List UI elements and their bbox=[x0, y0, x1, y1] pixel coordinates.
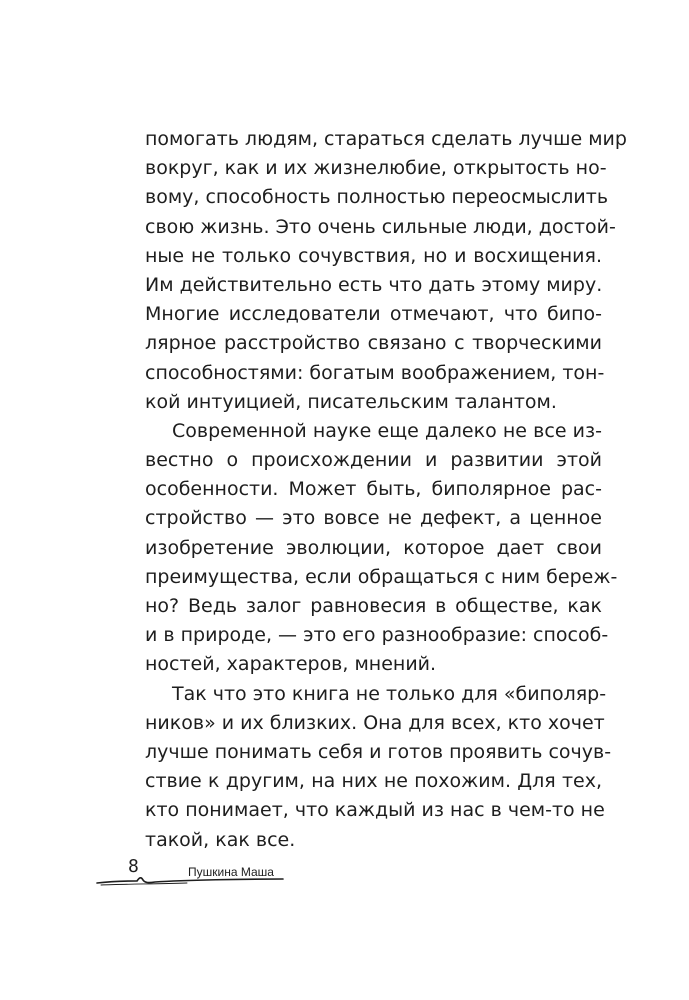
running-head: Пушкина Маша bbox=[188, 865, 274, 879]
text-line: и в природе, — это его разнообразие: способ- bbox=[145, 624, 609, 647]
text-line: вому, способность полностью переосмыслить bbox=[145, 186, 609, 209]
text-line: лярное расстройство связано с творческими bbox=[145, 332, 602, 355]
text-line: такой, как все. bbox=[145, 828, 296, 851]
paragraph-1 bbox=[145, 125, 627, 417]
text-line: Современной науке еще далеко не все из- bbox=[172, 419, 602, 442]
text-line: способностями: богатым воображением, тон- bbox=[145, 361, 605, 384]
text-line: особенности. Может быть, биполярное рас- bbox=[145, 478, 602, 501]
text-line: преимущества, если обращаться с ним береж- bbox=[145, 565, 618, 588]
text-line: изобретение эволюции, которое дает свои bbox=[145, 536, 602, 559]
text-line: лучше понимать себя и готов проявить сочув- bbox=[145, 740, 612, 763]
text-line: Так что это книга не только для «биполяр- bbox=[172, 682, 607, 705]
text-line: свою жизнь. Это очень сильные люди, достой- bbox=[145, 215, 616, 238]
text-line: вокруг, как и их жизнелюбие, открытость но- bbox=[145, 157, 607, 180]
text-line: Им действительно есть что дать этому миру. bbox=[145, 273, 603, 296]
text-line: ствие к другим, на них не похожим. Для тех, bbox=[145, 770, 602, 793]
text-line: кой интуицией, писательским талантом. bbox=[145, 390, 557, 413]
text-line: Многие исследователи отмечают, что бипо- bbox=[145, 303, 602, 326]
text-line: вестно о происхождении и развитии этой bbox=[145, 449, 602, 472]
text-line: стройство — это вовсе не дефект, а ценное bbox=[145, 507, 602, 530]
page-number: 8 bbox=[128, 856, 139, 877]
text-line: ностей, характеров, мнений. bbox=[145, 653, 437, 676]
body-text bbox=[145, 125, 627, 855]
text-line: но? Ведь залог равновесия в обществе, как bbox=[145, 595, 602, 617]
paragraph-2 bbox=[145, 417, 618, 680]
paragraph-3 bbox=[145, 680, 612, 855]
text-line: ные не только сочувствия, но и восхищения. bbox=[145, 244, 602, 267]
text-line: ников» и их близких. Она для всех, кто хочет bbox=[145, 711, 605, 734]
text-line: помогать людям, стараться сделать лучше мир bbox=[145, 128, 627, 150]
text-line: кто понимает, что каждый из нас в чем-то не bbox=[145, 799, 605, 822]
